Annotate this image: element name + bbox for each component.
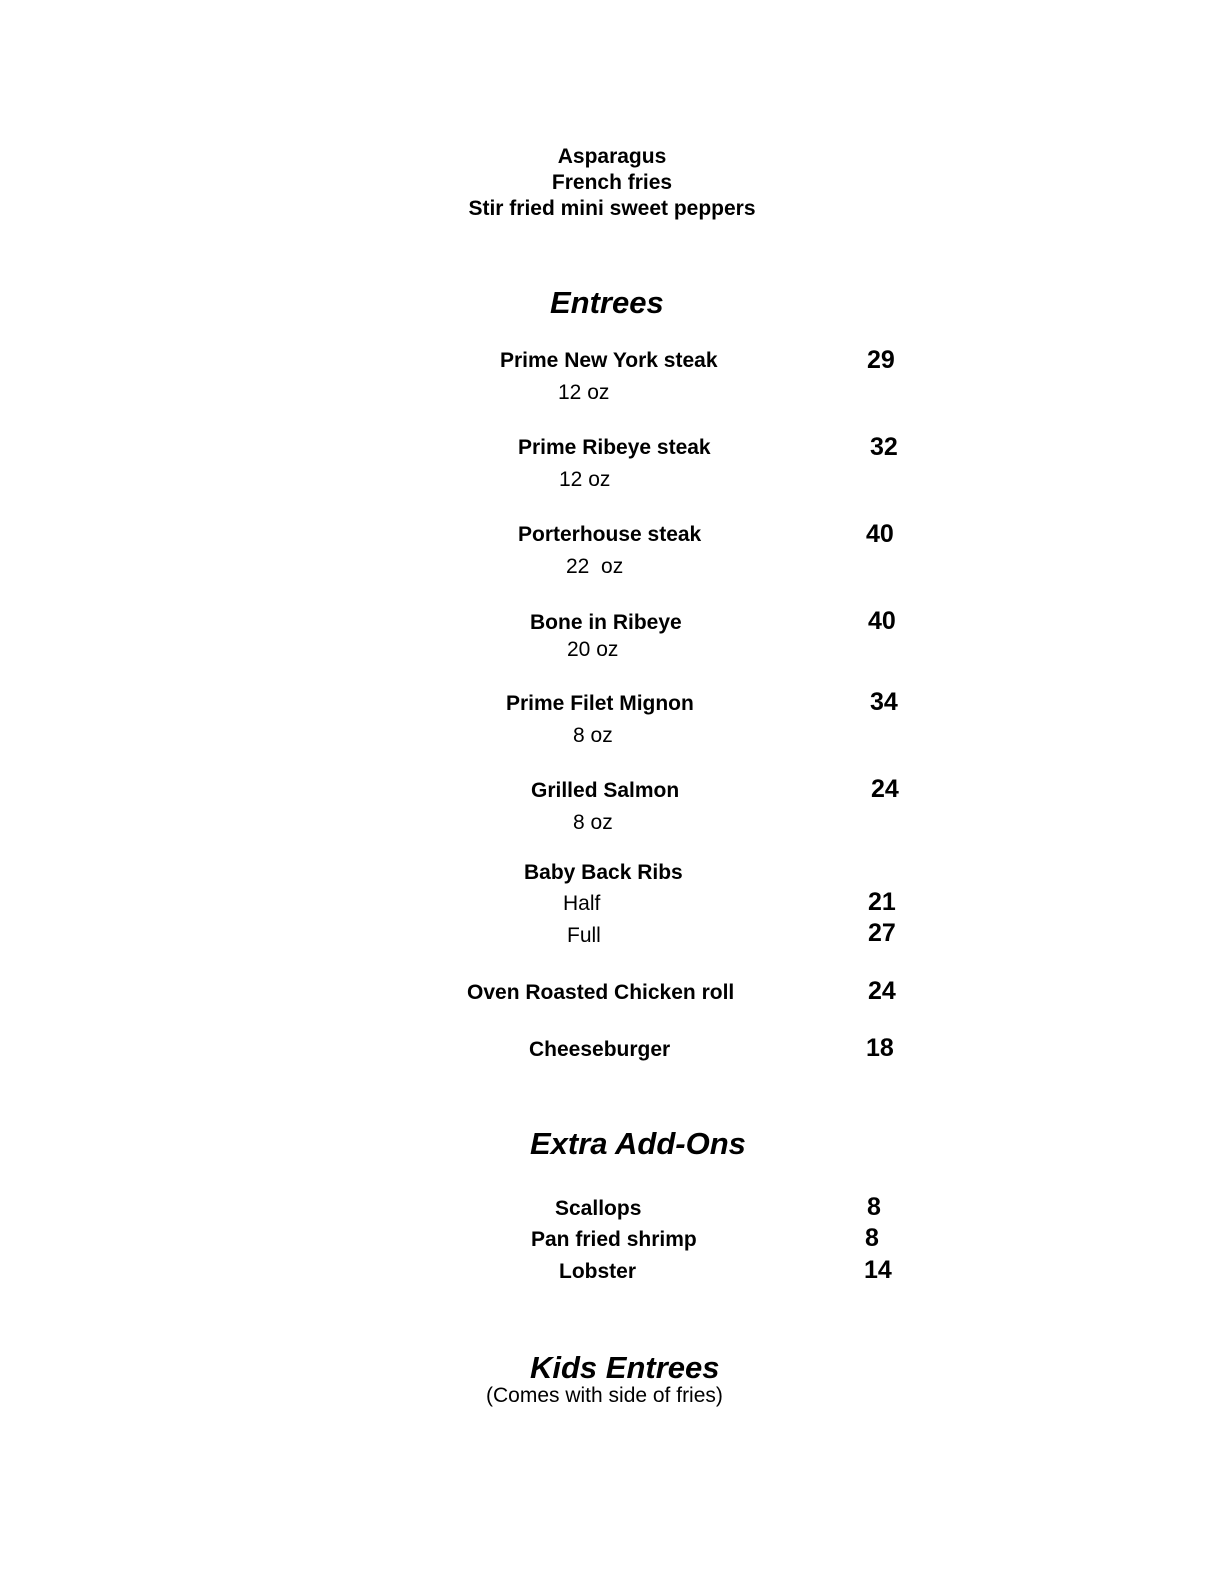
menu-item-name: Porterhouse steak [518,523,702,546]
menu-item-price: 40 [866,520,894,548]
menu-item-name: Prime Ribeye steak [518,436,711,459]
side-item: Stir fried mini sweet peppers [468,197,756,220]
menu-item-price: 21 [868,888,896,916]
menu-item-price: 34 [870,688,898,716]
menu-item-size: 20 oz [567,638,619,661]
menu-item-price: 27 [868,919,896,947]
side-item: Asparagus [557,145,667,168]
addon-item-price: 8 [867,1193,881,1221]
menu-item-price: 18 [866,1034,894,1062]
menu-item-price: 24 [871,775,899,803]
menu-item-name: Baby Back Ribs [524,861,683,884]
menu-item-name: Prime Filet Mignon [506,692,694,715]
menu-item-size: 8 oz [573,724,613,747]
section-heading-addons: Extra Add-Ons [530,1126,746,1161]
menu-item-option: Half [563,892,601,915]
menu-item-option: Full [567,924,601,947]
menu-item-size: 12 oz [558,381,610,404]
section-note: (Comes with side of fries) [486,1384,723,1407]
addon-item-name: Lobster [559,1260,637,1283]
menu-item-price: 40 [868,607,896,635]
section-heading-entrees: Entrees [550,285,664,320]
menu-item-name: Prime New York steak [500,349,718,372]
menu-item-name: Bone in Ribeye [530,611,682,634]
section-heading-kids: Kids Entrees [530,1350,720,1385]
addon-item-name: Scallops [555,1197,642,1220]
menu-item-price: 24 [868,977,896,1005]
menu-item-size: 12 oz [559,468,611,491]
menu-item-size: 22 oz [566,555,624,578]
menu-item-size: 8 oz [573,811,613,834]
menu-item-price: 32 [870,433,898,461]
addon-item-price: 8 [865,1224,879,1252]
addon-item-price: 14 [864,1256,892,1284]
menu-item-name: Oven Roasted Chicken roll [467,981,735,1004]
menu-item-name: Cheeseburger [529,1038,671,1061]
side-item: French fries [551,171,673,194]
addon-item-name: Pan fried shrimp [531,1228,697,1251]
menu-item-price: 29 [867,346,895,374]
menu-item-name: Grilled Salmon [531,779,680,802]
